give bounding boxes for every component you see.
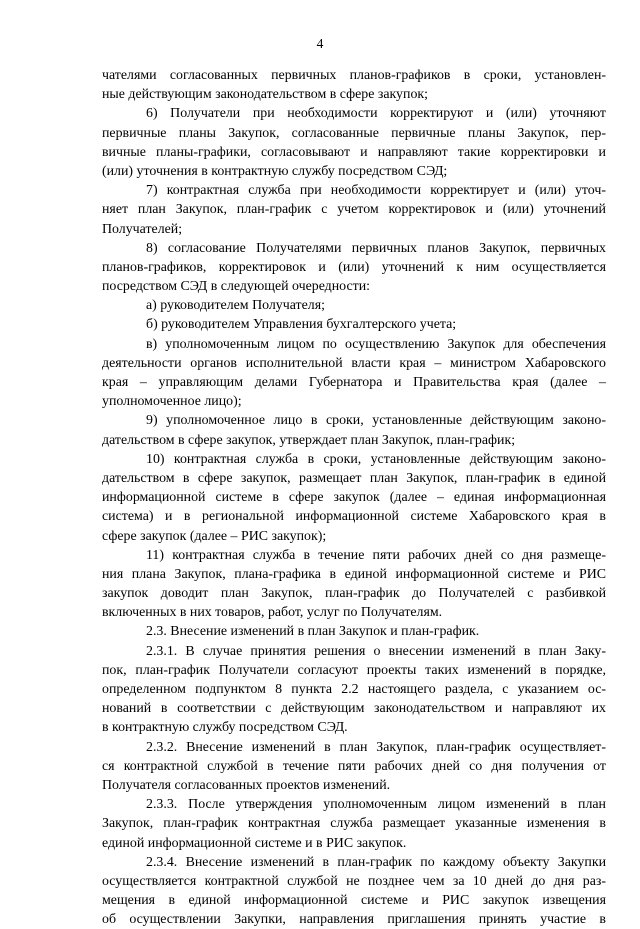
text-line: няет план Закупок, план-график с учетом корректировок и (или) уточнений [102,202,606,218]
text-line: 2.3. Внесение изменений в план Закупок и план-график. [146,624,480,640]
text-line: мещения в единой информационной системе и РИС закупок извещения [102,893,606,909]
text-line: пок, план-график Получатели согласуют проекты таких изменений в порядке, [102,662,606,678]
text-line: 11) контрактная служба в течение пяти рабочих дней со дня размеще- [146,547,606,563]
text-line: дательством в сфере закупок, размещает план Закупок, план-график в единой [102,470,606,486]
text-line: в контрактную службу посредством СЭД. [102,720,348,736]
text-line: определенном подпунктом 8 пункта 2.2 настоящего раздела, с указанием ос- [102,682,606,697]
text-line: 2.3.2. Внесение изменений в план Закупок, план-график осуществляет- [146,739,606,755]
text-line: планов-графиков, корректировок и (или) уточнений к ним осуществляется [102,259,606,275]
text-line: в) уполномоченным лицом по осуществлению Закупок для обеспечения [146,336,606,352]
text-line: 2.3.3. После утверждения уполномоченным лицом изменений в план [146,797,606,813]
text-line: а) руководителем Получателя; [146,298,325,314]
text-line: дательством в сфере закупок, утверждает план Закупок, план-график; [102,432,516,448]
text-line: Закупок, план-график контрактная служба размещает указанные изменения в [102,816,606,832]
text-line: чателями согласованных первичных планов-графиков в сроки, установлен- [102,68,606,83]
text-line: нований в соответствии с действующим законодательством и направляют их [102,701,606,717]
text-line: 2.3.1. В случае принятия решения о внесении изменений в план Заку- [146,643,606,659]
text-line: 6) Получатели при необходимости корректируют и (или) уточняют [146,106,606,122]
text-line: б) руководителем Управления бухгалтерского учета; [146,317,457,333]
text-line: ся контрактной службой в течение пяти рабочих дней со дня получения от [102,758,606,774]
text-line: сфере закупок (далее – РИС закупок); [102,528,327,544]
text-line: ния плана Закупок, плана-графика в единой информационной системе и РИС [102,566,606,582]
text-line: посредством СЭД в следующей очередности: [102,279,370,295]
text-line: края – управляющим делами Губернатора и Правительства края (далее – [102,375,606,390]
text-line: 9) уполномоченное лицо в сроки, установленные действующим законо- [146,413,606,429]
text-line: об осуществлении Закупки, направления приглашения принять участие в [102,912,606,928]
text-line: 8) согласование Получателями первичных планов Закупок, первичных [146,240,606,256]
text-line: Получателей; [102,221,183,237]
text-line: информационной системе в сфере закупок (далее – единая информационная [102,490,606,506]
text-line: закупок доводит план Закупок, план-график до Получателей с разбивкой [102,586,606,602]
text-line: осуществляется контрактной службой не позднее чем за 10 дней до дня раз- [102,873,606,889]
text-line: включенных в них товаров, работ, услуг по Получателям. [102,605,443,621]
text-line: единой информационной системе и в РИС закупок. [102,835,407,851]
text-line: система) и в региональной информационной системе Хабаровского края в [102,509,606,525]
text-line: Получателя согласованных проектов изменений. [102,777,391,793]
text-line: вичные планы-графики, согласовывают и направляют такие корректировки и [102,144,606,160]
text-line: 7) контрактная служба при необходимости корректирует и (или) уточ- [146,183,606,199]
text-line: деятельности органов исполнительной власти края – министром Хабаровского [102,355,606,371]
text-line: 2.3.4. Внесение изменений в план-график по каждому объекту Закупки [146,854,606,870]
text-line: первичные планы Закупок, согласованные первичные планы Закупок, пер- [102,125,606,141]
page-number: 4 [316,36,324,51]
document-body [102,66,606,929]
text-line: ные действующим законодательством в сфере закупок; [102,87,428,103]
text-line: 10) контрактная служба в сроки, установленные действующим законо- [146,451,606,467]
text-line: уполномоченное лицо); [102,394,242,410]
text-line: (или) уточнения в контрактную службу посредством СЭД; [102,163,448,179]
